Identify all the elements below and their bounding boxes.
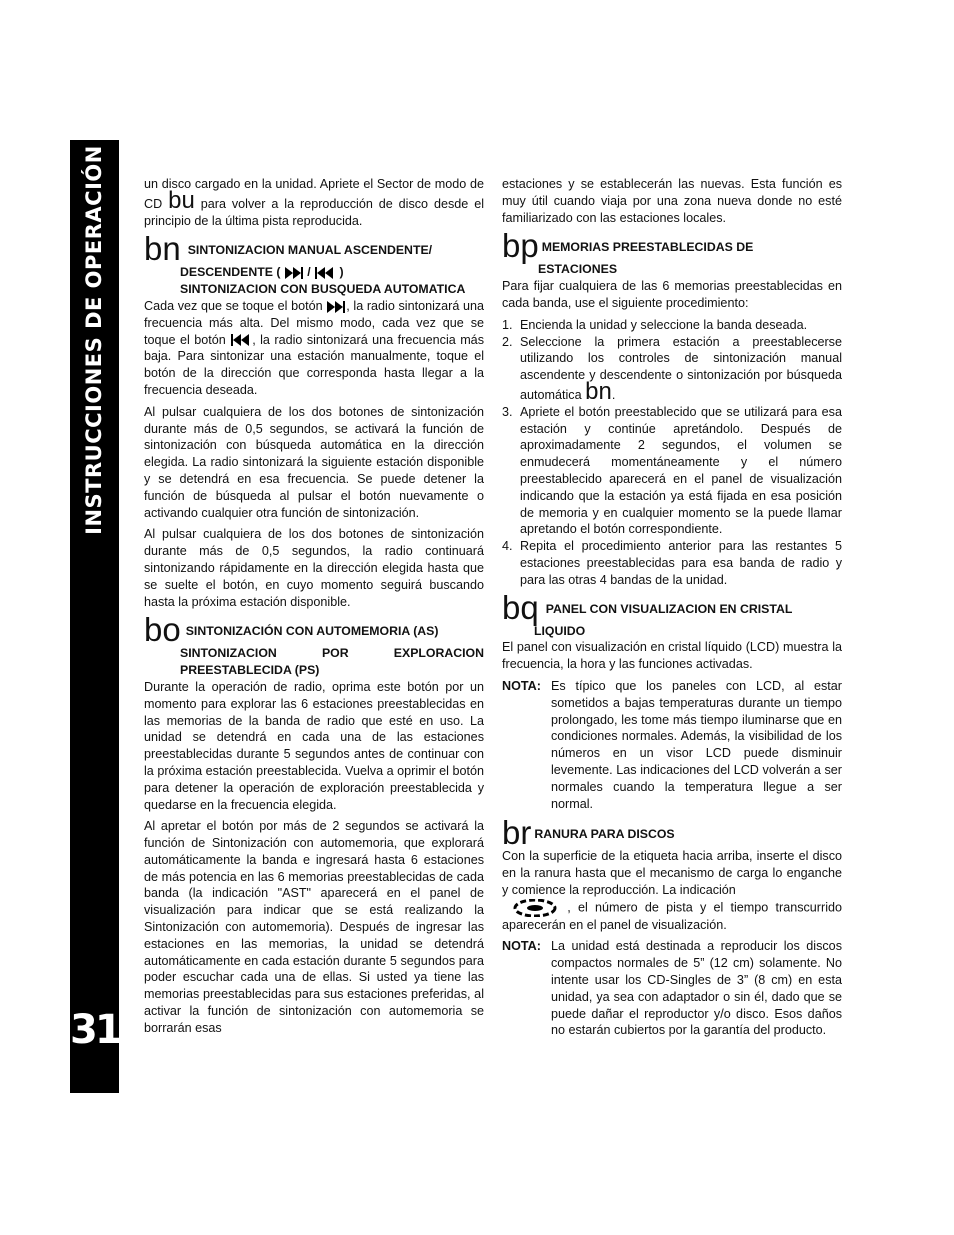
section-title-cont: LIQUIDO [534, 623, 586, 638]
section-presets [502, 227, 842, 588]
section-disc-slot [502, 814, 843, 1039]
section-header [502, 227, 842, 265]
section-title-cont: SINTONIZACION POR EXPLORACION PREESTABLECIDA (PS) [180, 646, 484, 678]
title-line: MEMORIAS PREESTABLECIDAS DE [541, 240, 754, 255]
section-title [542, 231, 754, 256]
text: , la radio sintonizará una frecuencia más alta. Del mismo modo, cada vez que se toque el botón [144, 298, 485, 347]
skip-forward-icon [326, 301, 346, 313]
text: Seleccione la primera estación a preestablecerse utilizando los controles de sintonización manual ascendente y descendente o sintonización por búsqueda automática [520, 334, 842, 402]
paragraph: Al apretar el botón por más de 2 segundos se activará la función de Sintonización con automemoria, que explorará automáticamente la banda e ingresará hasta 6 estaciones de más potencia en las 6 memorias preestablecidas de cada banda (la indicación "AST" aparecerá en el panel de visualización para indicar que se está realizando la Sintonización con automemoria). Después de ingresar las estaciones en las memorias, la unidad se detendrá automáticamente en cada estación durante 5 segundos para poder escuchar cada una de ellas. Si usted ya tiene las memorias preestablecidas para sus estaciones preferidas, al activar la función de sintonización con automemoria se borrarán esas [144, 819, 484, 1035]
list-item [502, 334, 842, 404]
section-header [144, 611, 484, 649]
paragraph: El panel con visualización en cristal líquido (LCD) muestra la frecuencia, la hora y las funciones activadas. [502, 640, 842, 672]
paragraph: Al pulsar cualquiera de los dos botones de sintonización durante más de 0,5 segundos, la radio continuará sintonizando rápidamente en la dirección elegida hasta que se suelte el botón, en cuyo momento seguirá buscando hasta la próxima estación disponible. [144, 527, 484, 609]
title-line: SINTONIZACION CON BUSQUEDA AUTOMATICA [180, 282, 466, 297]
text: , el número de pista y el tiempo transcurrido aparecerán en el panel de visualización. [502, 900, 843, 932]
section-title [534, 818, 674, 843]
note [502, 678, 842, 812]
intro-text-b: para volver a la reproducción de disco desde el principio de la última pista reproducida. [144, 196, 485, 228]
item-text [520, 334, 842, 404]
title-line: ) [339, 265, 344, 280]
title-line: SINTONIZACION MANUAL ASCENDENTE/ [187, 243, 433, 258]
left-intro [144, 176, 484, 229]
section-title-cont [144, 264, 484, 298]
title-line: DESCENDENTE ( [180, 265, 281, 280]
title-line: PANEL CON VISUALIZACION EN CRISTAL [545, 601, 793, 616]
preset-steps [502, 317, 842, 589]
section-glyph: bp [502, 227, 539, 265]
note-text: Es típico que los paneles con LCD, al estar sometidos a bajas temperaturas durante un tiempo prolongado, les tome más tiempo iluminarse que en condiciones normales. Además, la visibilidad de los números en un visor LCD puede disminuir levemente. Las indicaciones del LCD volverán a ser normales cuando la temperatura llegue a ser normal. [551, 678, 842, 811]
text: , la radio sintonizará una frecuencia más baja. Para sintonizar una estación manualmente, toque el botón de la dirección que corresponda hasta llegar a la frecuencia deseada. [144, 332, 484, 397]
note [502, 938, 842, 1039]
item-text: Repita el procedimiento anterior para las restantes 5 estaciones preestablecidas para esa banda de radio y para las otras 4 bandas de la unidad. [520, 539, 842, 587]
text: . [611, 387, 616, 402]
paragraph [502, 848, 842, 933]
section-manual-tuning [144, 230, 485, 610]
section-title [546, 593, 793, 618]
item-number: 3. [502, 404, 513, 419]
title-line: SINTONIZACIÓN CON AUTOMEMORIA (AS) [185, 624, 439, 639]
note-label: NOTA: [502, 678, 541, 693]
skip-forward-icon [284, 267, 304, 279]
title-line: / [307, 265, 311, 280]
list-item [502, 404, 842, 538]
paragraph: Para fijar cualquiera de las 6 memorias preestablecidas en cada banda, use el siguiente procedimiento: [502, 279, 842, 310]
section-header [144, 230, 484, 268]
section-automemory [144, 611, 484, 1036]
right-intro: estaciones y se establecerán las nuevas. Esta función es muy útil cuando viaja por una zona nueva donde no esté familiarizado con las estaciones locales. [502, 177, 842, 225]
sidebar-title: INSTRUCCIONES DE OPERACIÓN [82, 145, 106, 535]
item-number: 2. [502, 334, 513, 349]
paragraph: Al pulsar cualquiera de los dos botones de sintonización durante más de 0,5 segundos, se activará la función de sintonización con búsqueda automática en la dirección elegida. La radio sintonizará la siguiente estación disponible y se detendrá en esa frecuencia. Se puede detener la función de búsqueda al pulsar el botón nuevamente o activando cualquier otra función de sintonización. [144, 404, 484, 520]
text: Con la superficie de la etiqueta hacia arriba, inserte el disco en la ranura hasta que el mecanismo de carga lo enganche y comience la reproducción. La indicación [502, 849, 842, 897]
section-title [186, 615, 439, 640]
intro-text-a: un disco cargado en la unidad. Apriete el Sector de modo de CD [144, 177, 484, 211]
paragraph: Durante la operación de radio, oprima este botón por un momento para explorar las 6 estaciones preestablecidas en las memorias de la banda de radio que esté en uso. La unidad se detendrá en cada una de las estaciones preestablecidas durante 5 segundos antes de continuar con la próxima estación preestablecida. Vuelva a oprimir el botón para detener la operación de exploración preestablecida y quedarse en la frecuencia elegida. [144, 679, 484, 812]
item-text: Apriete el botón preestablecido que se utilizará para esa estación y continúe apretándolo. Después de aproximadamente 2 segundos, el volumen se enmudecerá momentáneamente y el número preestablecido aparecerá en el panel de visualización indicando que la estación ya está fijada en esa posición de memoria y en cualquier momento se la puede llamar apretando el botón correspondiente. [520, 404, 842, 537]
list-item [502, 317, 842, 334]
right-column [502, 176, 842, 1045]
inline-glyph: bn [585, 377, 612, 405]
intro-glyph: bu [168, 186, 195, 214]
skip-back-icon [230, 334, 252, 346]
skip-back-icon [314, 267, 336, 279]
section-header [502, 588, 842, 626]
text: Cada vez que se toque el botón [144, 298, 323, 313]
title-line: RANURA PARA DISCOS [534, 827, 675, 842]
left-column [144, 176, 484, 1042]
section-title-cont: ESTACIONES [538, 262, 618, 277]
item-number: 1. [502, 317, 513, 332]
note-text: La unidad está destinada a reproducir los discos compactos normales de 5” (12 cm) solamente. No intente usar los CD-Singles de 3” (8 cm) en esta unidad, ya sea con adaptador o sin él, dado que se puede dañar el reproductor y/o disco. Esos daños no estarán cubiertos por la garantía del producto. [551, 939, 842, 1038]
section-glyph: bq [502, 588, 539, 626]
item-text: Encienda la unidad y seleccione la banda deseada. [520, 317, 808, 332]
section-header [502, 814, 842, 852]
item-number: 4. [502, 539, 513, 554]
section-lcd [502, 588, 842, 813]
disc-indicator-icon [510, 899, 560, 917]
page-number: 31 [70, 1007, 120, 1053]
section-glyph: bo [144, 611, 181, 649]
list-item [502, 538, 842, 588]
section-glyph: bn [144, 230, 181, 268]
section-title [188, 234, 432, 259]
section-glyph: br [502, 814, 532, 852]
paragraph [144, 298, 484, 399]
note-label: NOTA: [502, 939, 541, 954]
